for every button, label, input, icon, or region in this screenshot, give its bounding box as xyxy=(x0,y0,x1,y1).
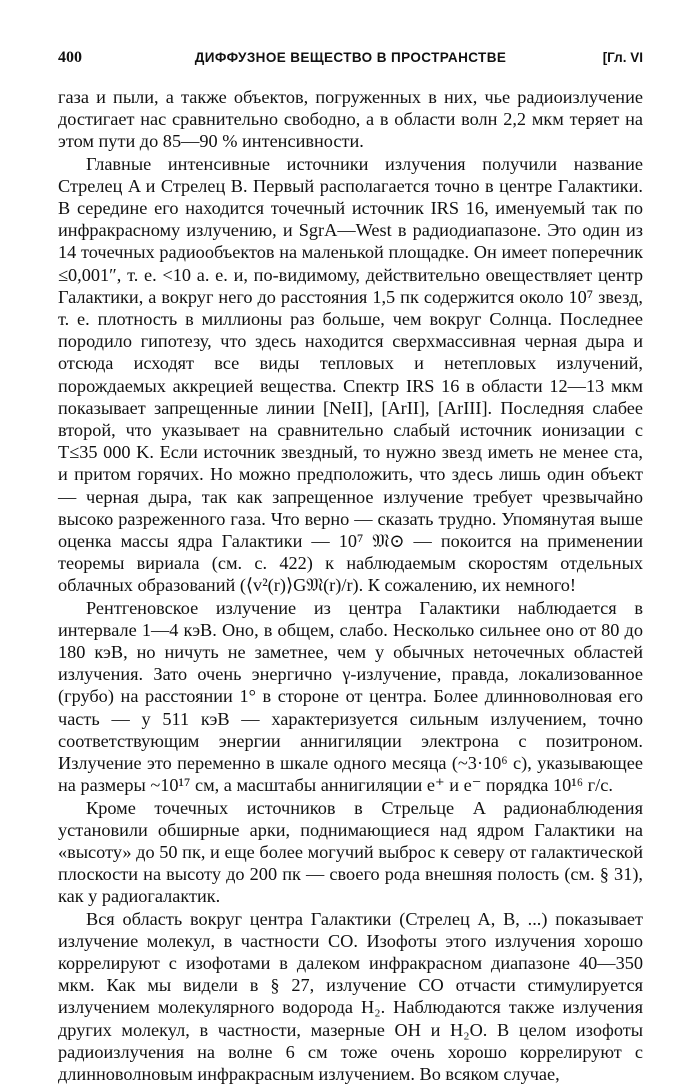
paragraph-sagittarius: Главные интенсивные источники излучения получили название Стрелец A и Стрелец B. Первый располагается точно в центре Галактики. В середине его находится точечный источник IRS 16, именуемый так по инфракрасному излучению, и SgrA—West в радиодиапазоне. Это один из 14 точечных радиообъектов на маленькой площадке. Он имеет поперечник ≤0,001″, т. е. <10 а. е. и, по-видимому, действительно овеществляет центр Галактики, а вокруг него до расстояния 1,5 пк содержится около 10⁷ звезд, т. е. плотность в миллионы раз больше, чем вокруг Солнца. Последнее породило гипотезу, что здесь находится сверхмассивная черная дыра и отсюда исходят все виды тепловых и нетепловых излучений, порождаемых аккрецией вещества. Спектр IRS 16 в области 12—13 мкм показывает запрещенные линии [NeII], [ArII], [ArIII]. Последняя слабее второй, что указывает на сравнительно слабый источник ионизации с T≤35 000 K. Если источник звездный, то нужно звезд иметь не менее ста, и притом горячих. Но можно предположить, что здесь лишь один объект — черная дыра, так как запрещенное излучение требует чрезвычайно высоко разреженного газа. Что верно — сказать трудно. Упомянутая выше оценка массы ядра Галактики — 10⁷ 𝔐⊙ — покоится на применении теоремы вириала (см. с. 422) к наблюдаемым скоростям отдельных облачных образований (⟨v²(r)⟩G𝔐(r)/r). К сожалению, их немного! xyxy=(58,153,643,596)
paragraph-continued: газа и пыли, а также объектов, погруженных в них, чье радиоизлучение достигает нас сравнительно свободно, а в области волн 2,2 мкм теряет на этом пути до 85—90 % интенсивности. xyxy=(58,87,643,152)
paragraph-xray: Рентгеновское излучение из центра Галактики наблюдается в интервале 1—4 кэВ. Оно, в общем, слабо. Несколько сильнее оно от 80 до 180 кэВ, но ничуть не заметнее, чем у обычных неточечных областей излучения. Зато очень энергично γ-излучение, правда, локализованное (грубо) на расстоянии 1° в стороне от центра. Более длинноволновая его часть — у 511 кэВ — характеризуется сильным излучением, точно соответствующим энергии аннигиляции электрона с позитроном. Излучение это переменно в шкале одного месяца (~3·10⁶ с), указывающее на размеры ~10¹⁷ см, а масштабы аннигиляции e⁺ и e⁻ порядка 10¹⁶ г/с. xyxy=(58,597,643,796)
page-number: 400 xyxy=(58,49,82,66)
paragraph-arcs: Кроме точечных источников в Стрельце A радионаблюдения установили обширные арки, поднимающиеся над ядром Галактики на «высоту» до 50 пк, и еще более могучий выброс к северу от галактической плоскости на высоту до 200 пк — своего рода внешняя полость (см. § 31), как у радиогалактик. xyxy=(58,797,643,907)
paragraph-molecules: Вся область вокруг центра Галактики (Стрелец A, B, ...) показывает излучение молекул, в частности CO. Изофоты этого излучения хорошо коррелируют с изофотами в далеком инфракрасном диапазоне 40—350 мкм. Как мы видели в § 27, излучение CO отчасти стимулируется излучением молекулярного водорода H₂. Наблюдаются также излучения других молекул, в частности, мазерные OH и H₂O. В целом изофоты радиоизлучения на волне 6 см тоже очень хорошо коррелируют с длинноволновым инфракрасным излучением. Во всяком случае, xyxy=(58,908,643,1084)
running-title: ДИФФУЗНОЕ ВЕЩЕСТВО В ПРОСТРАНСТВЕ xyxy=(194,50,507,65)
body-text xyxy=(58,86,643,1085)
chapter-label: [Гл. VI xyxy=(602,50,643,65)
running-header xyxy=(58,47,643,69)
